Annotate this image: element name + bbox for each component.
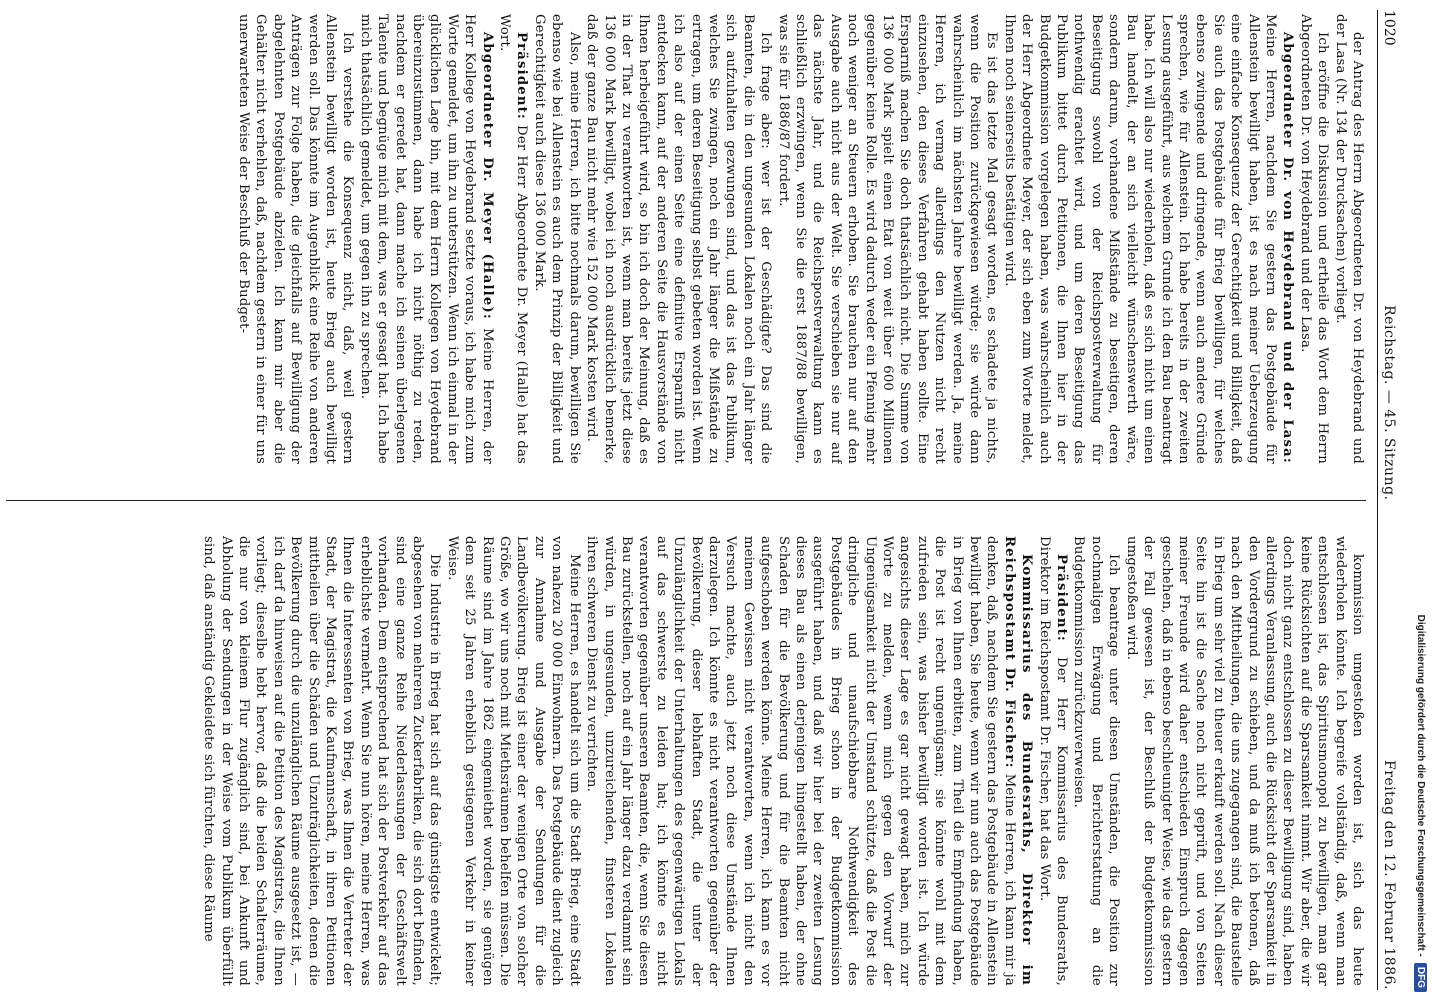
paragraph-text: Ich frage aber: wer ist der Geschädigte? Das sind die Beamten, die in den ungesunden Lokalen noch ein Jahr länger sich aufzuhalten gezwungen sind, und das ist das Publikum, welches Sie zwingen, noch ein Jahr länger die Mißstände zu ertragen, um deren Beseitigung selbst gebeten worden ist. Wenn ich also auf der einen Seite eine definitive Ersparniß nicht entdecken kann, auf der anderen Seite die Hausvorstände von Ihnen herbeigeführt wird, so bin ich doch der Meinung, daß es in der That zu verantworten ist, wenn man bereits jetzt diese 136 000 Mark bewilligt, wobei ich noch ausdrücklich bemerke, daß der ganze Bau nicht mehr wie 152 000 Mark kosten wird. [584, 14, 774, 464]
paragraph-text: kommission umgestoßen worden ist, sich das heute wiederholen könnte. Ich begreife vollständig, daß, wenn man entschlossen ist, das Spiritusmonopol zu bewilligen, man gar keine Rücksichten auf die Sparsamkeit nimmt. Wir aber, die wir doch nicht ganz entschlossen zu dieser Bewilligung sind, haben allerdings Veranlassung, auch die Rücksicht der Sparsamkeit in den Vordergrund zu schieben, und da muß ich betonen, daß nach den Mittheilungen, die uns zugegangen sind, die Baustelle in Brieg um sehr viel zu theuer erkauft werden soll. Nach dieser Seite hin ist die Sache noch nicht geprüft, und von Seiten meiner Freunde wird daher entschieden Einspruch dagegen geschehen, daß in ebenso beschleunigter Weise, wie das gestern der Fall gewesen ist, der Beschluß der Budgetkommission umgestoßen wird. [1123, 536, 1365, 986]
left-text-column [6, 14, 1366, 464]
paragraph [583, 536, 1036, 986]
paragraph [1000, 14, 1296, 464]
paragraph-text: Ich verstehe die Konsequenz nicht, daß, weil gestern Allenstein bewilligt worden ist, heute Brieg auch bewilligt werden soll. Das könnte im Augenblick eine Reihe von anderen Anträgen zur Folge haben, die gleichfalls auf Bewilligung der abgelehnten Postgebäude abzielen. Ich kann mir aber die Gehälter nicht verhehlen, daß, nachdem gestern in einer für uns unerwarteten Weise der Beschluß der Budget- [236, 14, 356, 464]
paragraph [356, 14, 495, 464]
paragraph-text: Ich beantrage unter diesen Umständen, die Position zur nochmaligen Erwägung und Berichterstattung an die Budgetkommission zurückzuverweisen. [1071, 536, 1122, 986]
digitization-credit [1410, 0, 1432, 1000]
paragraph [583, 14, 774, 464]
paragraph [1122, 536, 1366, 986]
paragraph-text: Der Herr Abgeordnete Dr. Meyer (Halle) hat das Wort. [497, 14, 530, 464]
paragraph-text: Die Industrie in Brieg hat sich auf das günstigste entwickelt; abgesehen von mehreren Zuckerfabriken, die sich dort befinden, sind eine ganze Reihe Niederlassungen der Geschäftswelt vorhanden. Dem entsprechend hat sich der Postverkehr auf das erheblichste vermehrt. Wenn Sie nun hören, meine Herren, was Ihnen die Interessenten von Brieg, was Ihnen die Vertreter der Stadt, der Magistrat, die Kaufmannschaft, in ihren Petitionen mittheilen über die Schäden und Unzuträglichkeiten, denen die Bevölkerung durch die unzulänglichen Räume ausgesetzt ist, — ich darf da hinweisen auf die Petition des Magistrats, die Ihnen vorliegt; dieselbe hebt hervor, daß die beiden Schalterräume, die nur von kleinem Flur zugänglich sind, bei Ankunft und Abholung der Sendungen in der Weise vom Publikum überfüllt sind, daß anständig Gekleidete sich fürchten, diese Räume [201, 536, 443, 986]
paragraph [496, 14, 531, 464]
digitization-credit-text: Digitalisierung gefördert durch die Deutsche Forschungsgemeinschaft - [1415, 614, 1427, 957]
paragraph-text: Meine Herren, der Herr Kollege von Heydebrand setzte voraus, ich habe mich zum Worte gemeldet, um ihn zu unterstützen. Wenn ich einmal in der glücklichen Lage bin, mit dem Herrn Kollegen von Heydebrand übereinzustimmen, dann habe ich nicht nöthig zu reden, nachdem er geredet hat, dann mache ich seinen überlegenen Talente und begnüge mich mit dem, was er gesagt hat. Ich habe mich thatsächlich gemeldet, um gegen ihn zu sprechen. [357, 14, 495, 464]
paragraph-text: der Antrag des Herrn Abgeordneten Dr. von Heydebrand und der Lasa (Nr. 134 der Drucksachen) vorliegt. [1332, 14, 1365, 464]
paragraph-text: Ich eröffne die Diskussion und ertheile das Wort dem Herrn Abgeordneten Dr. von Heydebrand und der Lasa. [1297, 14, 1331, 464]
speaker-name: Abgeordneter Dr. von Heydebrand und der Lasa: [1280, 32, 1296, 464]
page-number: 1020 [1381, 10, 1397, 46]
paragraph-text: Also, meine Herren, ich bitte nochmals darum, bewilligen Sie ebenso wie bei Allenstein es auch dem Prinzip der Billigkeit und Gerechtigkeit auch diese 136 000 Mark. [531, 14, 582, 464]
paragraph [774, 14, 1000, 464]
paragraph [443, 536, 582, 986]
paragraph-text: Meine Herren, nachdem Sie gestern das Postgebäude für Allenstein bewilligt haben, ist es nach meiner Ueberzeugung eine einfache Konsequenz der Gerechtigkeit und Billigkeit, daß Sie auch das Postgebäude für Brieg bewilligen, für welches ebenso zwingende und dringende, wenn auch andere Gründe sprechen, wie für Allenstein. Ich habe bereits in der zweiten Lesung ausgeführt, aus welchem Grunde ich den Bau beantragt habe. Ich will also nur wiederholen, daß es sich nicht um einen Bau handelt, der an sich vielleicht wünschenswerth wäre, sondern darum, vorhandene Mißstände zu beseitigen, deren Beseitigung sowohl von der Reichspostverwaltung für nothwendig erachtet wird, und um deren Beseitigung das Publikum bittet durch Petitionen, die Ihnen hier in der Budgetkommission vorgelegen haben, was wahrscheinlich auch der Herr Abgeordnete Meyer, der sich eben zum Worte meldet, Ihnen noch seinerseits bestätigen wird. [1001, 14, 1278, 464]
paragraph [1331, 14, 1366, 464]
right-text-column [6, 536, 1366, 986]
speaker-name: Präsident: [1054, 554, 1070, 643]
paragraph [235, 14, 357, 464]
paragraph [1035, 536, 1070, 986]
speaker-name: Kommissarius des Bundesraths, Direktor im Reichspostamt Dr. Fischer: [1001, 536, 1035, 986]
digitization-credit-band [1410, 0, 1432, 1000]
paragraph [1070, 536, 1122, 986]
session-date: Freitag den 12. Februar 1886. [1381, 760, 1397, 990]
speaker-name: Abgeordneter Dr. Meyer (Halle): [479, 32, 495, 320]
session-title: Reichstag. — 45. Sitzung. [1381, 305, 1397, 501]
page-header [1377, 10, 1404, 990]
column-divider [6, 500, 1366, 501]
paragraph-text: Meine Herren, ich kann mir ja denken, daß, nachdem Sie gestern das Postgebäude in Allenstein bewilligt haben, Sie heute, wenn wir nun auch das Postgebäude in Brieg von Ihnen erbitten, zum Theil die Empfindung haben, die Post ist recht ungenügsam; sie könnte wohl mit dem zufrieden sein, was bisher bewilligt worden ist. Ich würde angesichts dieser Lage es gar nicht gewagt haben, mich zur Worte zu melden, wenn mich gegen den Vorwurf der Ungenügsamkeit nicht der Umstand schützte, daß die Post die dringliche und unaufschiebbare Nothwendigkeit des Postgebäudes in Brieg schon in der Budgetkommission ausgeführt haben, und daß wir hier bei der zweiten Lesung dieses Bau als einen derjenigen hingestellt haben, der ohne Schaden für die Bevölkerung und für die Beamten nicht aufgeschoben werden könne. Meine Herren, ich kann es vor meinem Gewissen nicht verantworten, wenn ich nicht den Versuch machte, auch jetzt noch diese Umstände Ihnen darzulegen. Ich könnte es nicht verantworten gegenüber der Bevölkerung, dieser lebhaften Stadt, die unter der Unzulänglichkeit der Unterhaltungen des gegenwärtigen Lokals auf das schwerste zu leiden hat; ich könnte es nicht verantworten gegenüber unseren Beamten, die, wenn Sie diesen Bau zurückstellen, noch auf ein Jahr länger dazu verdammt sein würden, in ungesunden, unzureichenden, finsteren Lokalen ihren schweren Dienst zu verrichten. [584, 536, 1017, 986]
paragraph-text: Meine Herren, es handelt sich um die Stadt Brieg, eine Stadt von nahezu 20 000 Einwohnern. Das Postgebäude dient zugleich zur Annahme und Ausgabe der Sendungen für die Landbevölkerung. Brieg ist einer der wenigen Orte von solcher Größe, wo wir uns noch mit Miethsräumen behelfen müssen. Die Räume sind im Jahre 1862 eingemiethet worden, sie genügen dem seit 25 Jahren erheblich gestiegenen Verkehr in keiner Weise. [444, 536, 582, 986]
speaker-name: Präsident: [514, 32, 530, 121]
dfg-logo: DFG [1415, 963, 1428, 992]
paragraph-text: Der Herr Kommissarius des Bundesraths, Direktor im Reichspostamt Dr. Fischer, hat das Wort. [1036, 536, 1070, 986]
paragraph [1296, 14, 1331, 464]
paragraph [200, 536, 444, 986]
paragraph [531, 14, 583, 464]
paragraph-text: Es ist das letzte Mal gesagt worden, es schadete ja nichts, wenn die Position zurückgewiesen würde; sie würde dann wahrscheinlich im nächsten Jahre bewilligt werden. Ja, meine Herren, ich vermag allerdings den Nutzen nicht recht einzusehen, den dieses Verfahren gehabt haben sollte. Eine Ersparniß machen Sie doch thatsächlich nicht. Die Summe von 136 000 Mark spielt einen Etat von weit über 600 Millionen gegenüber keine Rolle. Es wird dadurch weder ein Pfennig mehr noch weniger an Steuern erhoben. Sie brauchen nur auf den Ausgabe auch nicht aus der Welt. Sie verschieben sie nur auf das nächste Jahr, und die Reichspostverwaltung kann es schließlich erzwingen, wenn Sie die erst 1887/88 bewilligen, was sie für 1886/87 fordert. [775, 14, 1000, 464]
